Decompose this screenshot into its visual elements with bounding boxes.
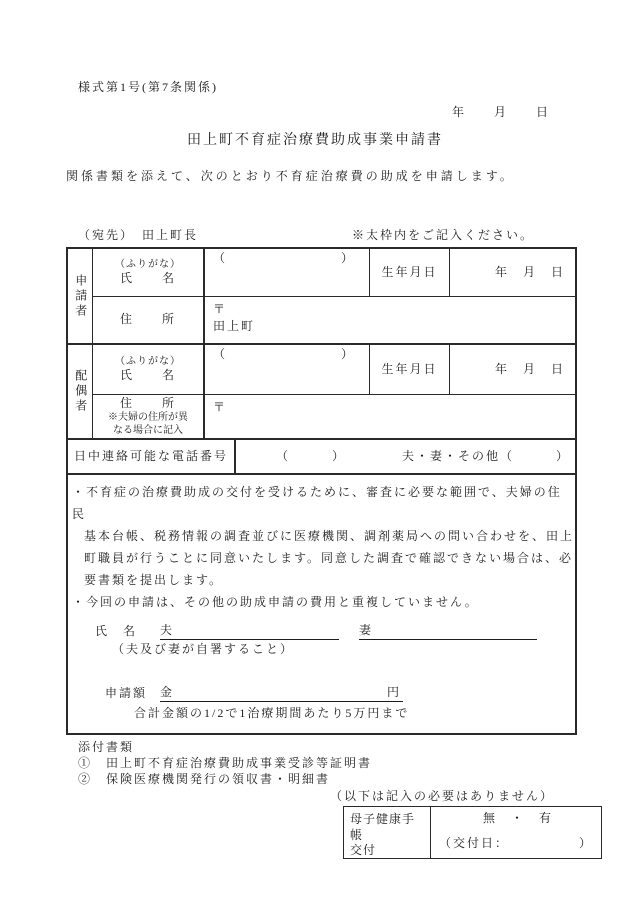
phone-input-cell [236, 440, 575, 473]
maternal-handbook-label-cell [344, 807, 431, 858]
consent-section [68, 475, 575, 733]
amount-label: 申請額 [105, 686, 148, 700]
signature-note: （夫及び妻が自署すること） [112, 642, 295, 656]
applicant-town-prefill: 田上町 [213, 318, 256, 333]
consent-line: ・不育症の治療費助成の交付を受けるために、審査に必要な範囲で、夫婦の住民 [72, 485, 562, 521]
husband-label: 夫 [160, 623, 175, 638]
furigana-label: （ふりがな） [115, 259, 181, 271]
amount-suffix-yen: 円 [387, 685, 402, 699]
amount-prefix-yen: 金 [160, 685, 175, 699]
spouse-group-label: 配偶者 [68, 345, 93, 438]
spouse-address-row [93, 395, 575, 438]
spouse-name-row [93, 345, 575, 395]
signature-row [95, 620, 575, 640]
office-use-note: （以下は記入の必要はありません） [330, 789, 555, 803]
husband-signature-line [160, 623, 339, 640]
issued-label: 交付 [350, 843, 377, 858]
application-table [66, 247, 577, 735]
spouse-name-label-cell [93, 345, 205, 394]
applicant-address-input-cell [205, 297, 575, 343]
phone-label: 日中連絡可能な電話番号 [68, 440, 236, 473]
applicant-name-input-cell [205, 249, 370, 296]
applicant-address-row [93, 297, 575, 343]
applicant-name-row [93, 249, 575, 297]
issue-date-close-paren: ） [578, 836, 593, 851]
consent-line: 要書類を提出します。 [84, 573, 224, 587]
consent-line: ・今回の申請は、その他の助成申請の費用と重複していません。 [72, 595, 479, 609]
applicant-section [68, 249, 575, 345]
phone-section [68, 440, 575, 475]
handbook-presence-options: 無 ・ 有 [483, 811, 554, 825]
amount-note: 合計金額の1/2で1治療期間あたり5万円まで [134, 705, 410, 720]
name-label: 氏 名 [119, 271, 176, 286]
furigana-label: （ふりがな） [115, 356, 181, 368]
spouse-address-label-cell [93, 395, 205, 438]
addressee: （宛先） 田上町長 [78, 228, 199, 242]
amount-entry-line [160, 685, 403, 702]
address-label: 住 所 [119, 395, 176, 410]
applicant-birthdate-value: 年 月 日 [494, 264, 565, 279]
phone-blank-parens: （ ） [276, 448, 347, 463]
postal-mark: 〒 [213, 302, 228, 316]
furigana-open-paren: （ [213, 347, 228, 361]
wife-signature-line [359, 623, 537, 640]
furigana-open-paren: （ [213, 251, 228, 265]
date-line: 年 月 日 [452, 105, 551, 119]
consent-line: 基本台帳、税務情報の調査並びに医療機関、調剤薬局への問い合わせを、田上 [84, 529, 575, 543]
spouse-name-input-cell [205, 345, 370, 394]
form-number: 様式第1号(第7条関係) [78, 80, 218, 94]
phone-owner-options: 夫・妻・その他（ ） [402, 448, 571, 463]
postal-mark: 〒 [213, 400, 228, 414]
maternal-handbook-value-cell [431, 807, 601, 858]
amount-row [105, 682, 575, 702]
name-label: 氏 名 [119, 368, 176, 383]
spouse-birthdate-label: 生年月日 [370, 345, 450, 394]
spouse-address-note-line1: ※夫婦の住所が異 [108, 412, 188, 424]
wife-label: 妻 [359, 623, 374, 638]
attachment-item-1: ① 田上町不育症治療費助成事業受診等証明書 [78, 756, 373, 770]
applicant-address-label: 住 所 [93, 297, 205, 343]
bold-frame-note: ※太枠内をご記入ください。 [352, 228, 535, 242]
consent-line: 町職員が行うことに同意いたします。同意した調査で確認できない場合は、必 [84, 551, 574, 565]
furigana-close-paren: ） [340, 347, 355, 361]
issue-date-field [439, 836, 593, 852]
applicant-group-label: 申請者 [68, 249, 93, 343]
intro-text: 関係書類を添えて、次のとおり不育症治療費の助成を申請します。 [66, 169, 515, 183]
maternal-handbook-label: 母子健康手帳 [350, 812, 416, 842]
attachment-item-2: ② 保険医療機関発行の領収書・明細書 [78, 772, 331, 786]
spouse-address-input-cell [205, 395, 575, 438]
office-use-table [343, 806, 602, 859]
applicant-birthdate-label: 生年月日 [370, 249, 450, 296]
applicant-name-label-cell [93, 249, 205, 296]
signature-name-label: 氏 名 [95, 624, 138, 639]
spouse-birthdate-value: 年 月 日 [494, 361, 565, 376]
page-title: 田上町不育症治療費助成事業申請書 [187, 133, 443, 148]
issue-date-label: （交付日： [439, 836, 510, 851]
furigana-close-paren: ） [340, 251, 355, 265]
attachments-title: 添付書類 [78, 740, 135, 754]
spouse-section [68, 345, 575, 440]
spouse-address-note-line2: なる場合に記入 [113, 425, 183, 437]
